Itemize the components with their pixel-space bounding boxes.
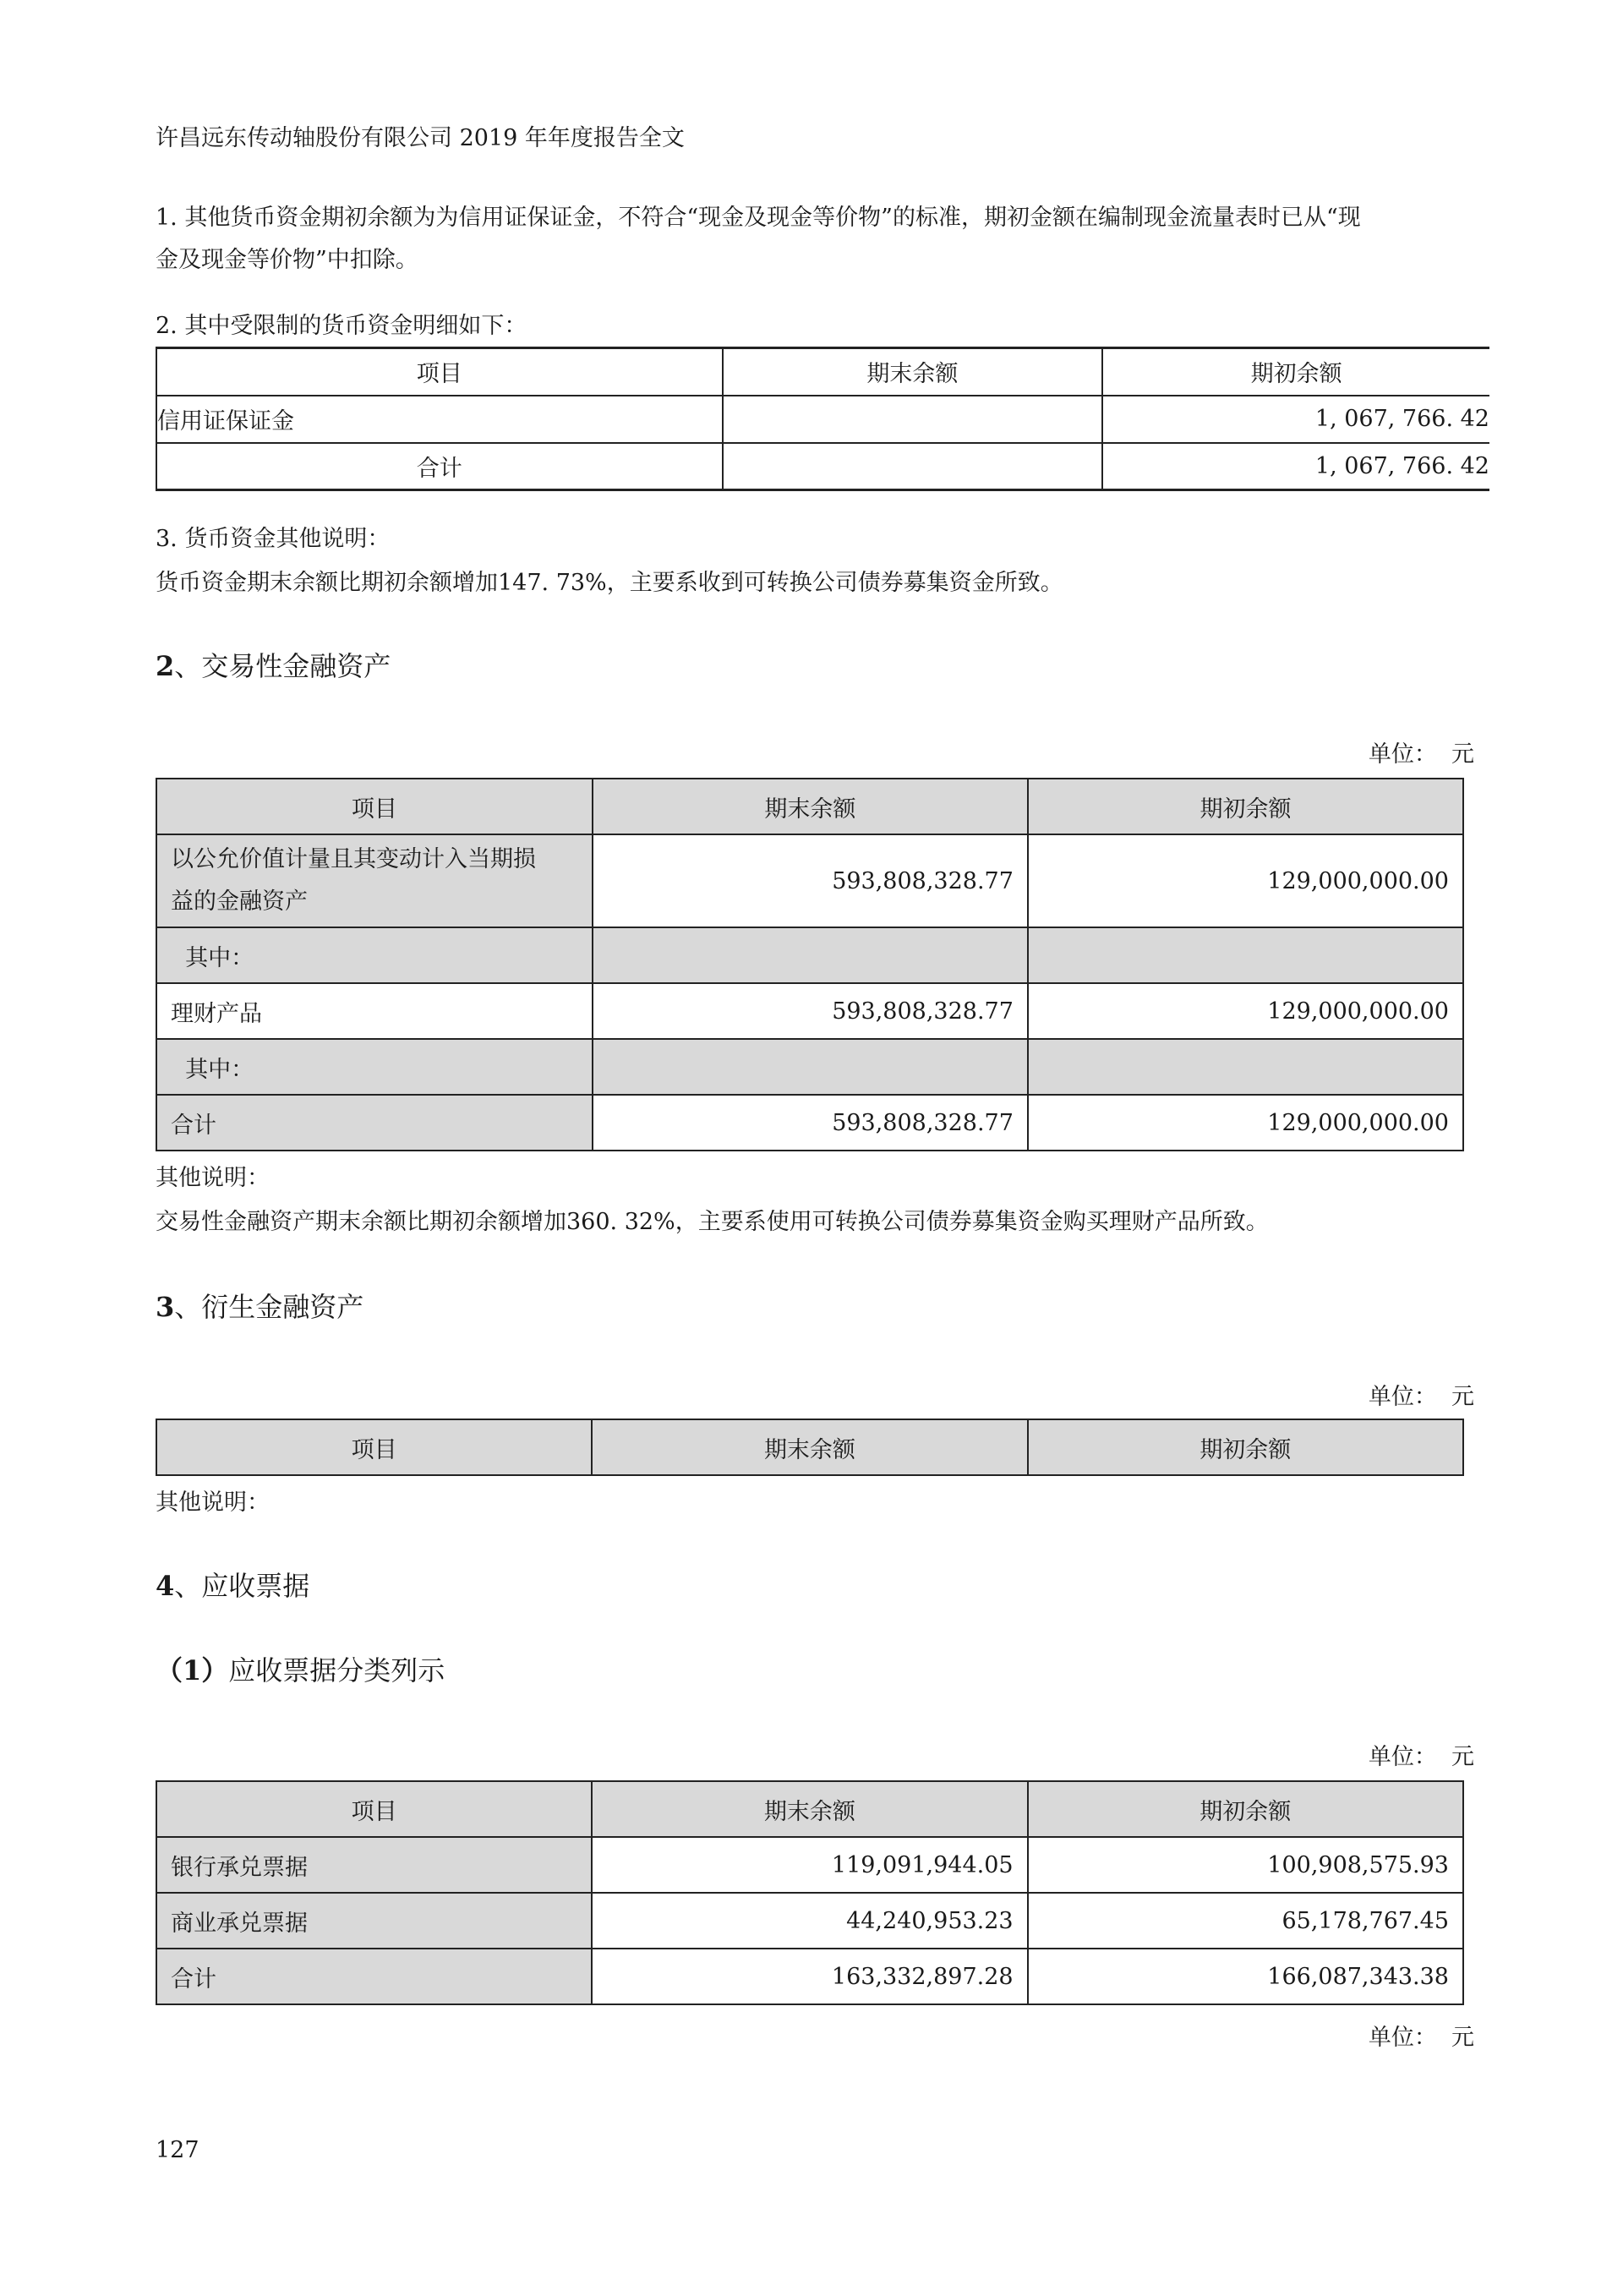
note-2: 2. 其中受限制的货币资金明细如下： (156, 313, 527, 339)
table-row (156, 1893, 1463, 1949)
col-header-begin-balance: 期初余额 (1102, 348, 1489, 396)
table-header-row (156, 348, 1489, 396)
col-header-begin-balance: 期初余额 (1028, 1781, 1463, 1837)
table-header-row (156, 1781, 1463, 1837)
other-notes-label: 其他说明： (156, 1165, 270, 1191)
note-3-text: 货币资金期末余额比期初余额增加147. 73%，主要系收到可转换公司债券募集资金所致。 (156, 570, 1063, 596)
table-header-row (156, 779, 1463, 834)
col-header-item: 项目 (156, 348, 723, 396)
table-header-row (156, 1419, 1463, 1475)
row-begin-value: 129,000,000.00 (1028, 834, 1463, 927)
note-3-title: 3. 货币资金其他说明： (156, 526, 391, 552)
row-label: 商业承兑票据 (156, 1893, 592, 1949)
row-end-value: 44,240,953.23 (592, 1893, 1027, 1949)
table-total-row (156, 1949, 1463, 2004)
row-end-value: 163,332,897.28 (592, 1949, 1027, 2004)
table-row (156, 927, 1463, 983)
section-title: 、衍生金融资产 (174, 1291, 364, 1323)
row-begin-value: 129,000,000.00 (1028, 1095, 1463, 1151)
row-label: 其中： (156, 927, 593, 983)
row-label: 信用证保证金 (156, 396, 723, 443)
row-begin-value (1028, 1039, 1463, 1095)
row-begin-value: 65,178,767.45 (1028, 1893, 1463, 1949)
row-begin-value: 129,000,000.00 (1028, 983, 1463, 1039)
row-begin-value (1028, 927, 1463, 983)
row-begin-value: 166,087,343.38 (1028, 1949, 1463, 2004)
row-label: 其中： (156, 1039, 593, 1095)
derivative-assets-table (156, 1419, 1464, 1476)
row-label: 合计 (156, 443, 723, 490)
table-row (156, 396, 1489, 443)
row-label: 合计 (156, 1949, 592, 2004)
table-row (156, 983, 1463, 1039)
col-header-end-balance: 期末余额 (592, 1419, 1027, 1475)
table-total-row (156, 443, 1489, 490)
section-title: 、交易性金融资产 (174, 650, 391, 682)
section-number: 4 (156, 1570, 175, 1602)
table-total-row (156, 1095, 1463, 1151)
row-end-value (723, 443, 1103, 490)
unit-label: 单位： 元 (1368, 1384, 1474, 1410)
row-label: 合计 (156, 1095, 593, 1151)
table-row (156, 1039, 1463, 1095)
note-1-line-1: 1. 其他货币资金期初余额为为信用证保证金，不符合“现金及现金等价物”的标准，期初金额在编制现金流量表时已从“现 (156, 205, 1361, 231)
section-number: 3 (156, 1291, 175, 1323)
row-end-value: 593,808,328.77 (593, 834, 1028, 927)
col-header-begin-balance: 期初余额 (1028, 1419, 1463, 1475)
row-end-value (593, 927, 1028, 983)
col-header-item: 项目 (156, 1419, 592, 1475)
subsection-number: （1） (156, 1654, 229, 1686)
col-header-item: 项目 (156, 779, 593, 834)
col-header-item: 项目 (156, 1781, 592, 1837)
restricted-funds-table (156, 347, 1489, 491)
section-2-heading (156, 649, 391, 683)
report-header: 许昌远东传动轴股份有限公司 2019 年年度报告全文 (156, 125, 685, 151)
col-header-end-balance: 期末余额 (723, 348, 1103, 396)
row-label-line-2: 益的金融资产 (171, 888, 308, 915)
row-end-value: 593,808,328.77 (593, 1095, 1028, 1151)
page-number: 127 (156, 2137, 199, 2163)
row-label (156, 834, 593, 927)
other-notes-label: 其他说明： (156, 1490, 270, 1516)
trading-assets-table (156, 778, 1464, 1151)
unit-label: 单位： 元 (1368, 1744, 1474, 1770)
row-end-value: 593,808,328.77 (593, 983, 1028, 1039)
col-header-begin-balance: 期初余额 (1028, 779, 1463, 834)
section-4-heading (156, 1569, 309, 1603)
section-title: 、应收票据 (174, 1570, 310, 1602)
subsection-title: 应收票据分类列示 (228, 1654, 445, 1686)
table-row (156, 834, 1463, 927)
col-header-end-balance: 期末余额 (592, 1781, 1027, 1837)
table-row (156, 1837, 1463, 1893)
row-begin-value: 100,908,575.93 (1028, 1837, 1463, 1893)
row-label-line-1: 以公允价值计量且其变动计入当期损 (171, 846, 536, 872)
subsection-heading (156, 1654, 445, 1687)
row-begin-value: 1, 067, 766. 42 (1102, 443, 1489, 490)
row-label: 银行承兑票据 (156, 1837, 592, 1893)
notes-receivable-table (156, 1780, 1464, 2005)
note-1-line-2: 金及现金等价物”中扣除。 (156, 247, 418, 273)
unit-label: 单位： 元 (1368, 741, 1474, 768)
other-notes-text: 交易性金融资产期末余额比期初余额增加360. 32%，主要系使用可转换公司债券募集资金购买理财产品所致。 (156, 1209, 1269, 1235)
row-label: 理财产品 (156, 983, 593, 1039)
row-end-value (723, 396, 1103, 443)
unit-label: 单位： 元 (1368, 2025, 1474, 2051)
section-number: 2 (156, 650, 175, 682)
col-header-end-balance: 期末余额 (593, 779, 1028, 834)
section-3-heading (156, 1290, 363, 1324)
row-end-value (593, 1039, 1028, 1095)
row-end-value: 119,091,944.05 (592, 1837, 1027, 1893)
row-begin-value: 1, 067, 766. 42 (1102, 396, 1489, 443)
